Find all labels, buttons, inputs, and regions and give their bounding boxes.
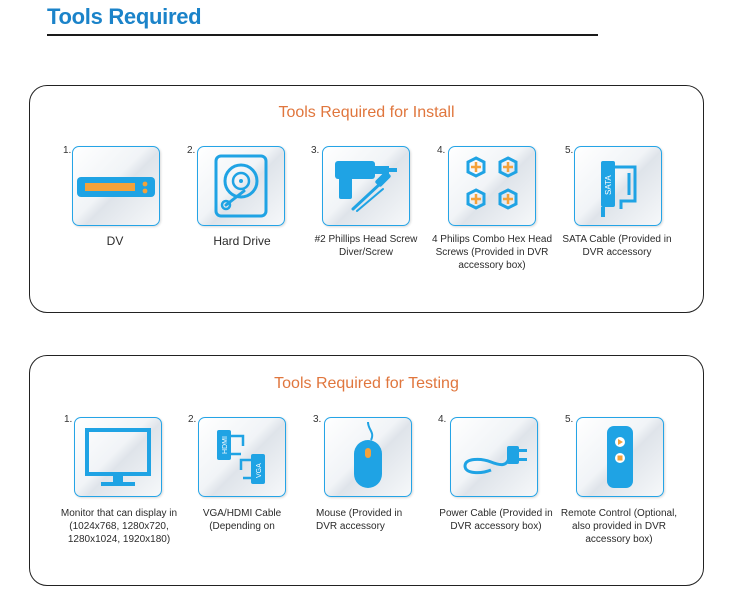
- testing-item-label: VGA/HDMI Cable (Depending on: [202, 508, 282, 532]
- testing-item-label: Power Cable (Provided in DVR accessory box): [439, 508, 553, 532]
- sata-cable-icon: [574, 146, 662, 226]
- testing-item-label: Monitor that can display in (1024x768, 1280x720, 1280x1024, 1920x180): [60, 508, 178, 545]
- mouse-icon: [324, 417, 412, 497]
- page-title: Tools Required: [47, 4, 202, 29]
- testing-item-number: 1.: [64, 414, 73, 425]
- install-item-label: 4 Philips Combo Hex Head Screws (Provided in DVR accessory box): [431, 234, 553, 271]
- remote-control-icon: [576, 417, 664, 497]
- vga-label: VGA: [256, 463, 263, 478]
- hard-drive-icon: [197, 146, 285, 226]
- install-item-number: 4.: [437, 145, 446, 156]
- install-heading: Tools Required for Install: [278, 104, 455, 121]
- testing-item-label: Mouse (Provided in DVR accessory: [316, 508, 403, 532]
- testing-item-number: 3.: [313, 414, 322, 425]
- hex-screws-icon: [448, 146, 536, 226]
- drill-screwdriver-icon: [322, 146, 410, 226]
- testing-item-number: 2.: [188, 414, 197, 425]
- install-item-number: 5.: [565, 145, 574, 156]
- power-cable-icon: [450, 417, 538, 497]
- testing-heading: Tools Required for Testing: [274, 375, 459, 392]
- dvr-icon: [72, 146, 160, 226]
- vga-hdmi-cable-icon: [198, 417, 286, 497]
- title-divider: [47, 34, 598, 36]
- install-item-number: 3.: [311, 145, 320, 156]
- install-item-label: DV: [106, 234, 124, 248]
- install-item-number: 1.: [63, 145, 72, 156]
- install-item-label: Hard Drive: [213, 234, 271, 248]
- install-item-number: 2.: [187, 145, 196, 156]
- testing-item-number: 4.: [438, 414, 447, 425]
- hdmi-label: HDMI: [222, 436, 229, 454]
- sata-label: SATA: [604, 175, 613, 195]
- monitor-icon: [74, 417, 162, 497]
- testing-item-label: Remote Control (Optional, also provided in DVR accessory box): [560, 508, 678, 545]
- testing-item-number: 5.: [565, 414, 574, 425]
- install-item-label: #2 Phillips Head Screw Diver/Screw: [314, 234, 418, 258]
- install-item-label: SATA Cable (Provided in DVR accessory: [562, 234, 672, 258]
